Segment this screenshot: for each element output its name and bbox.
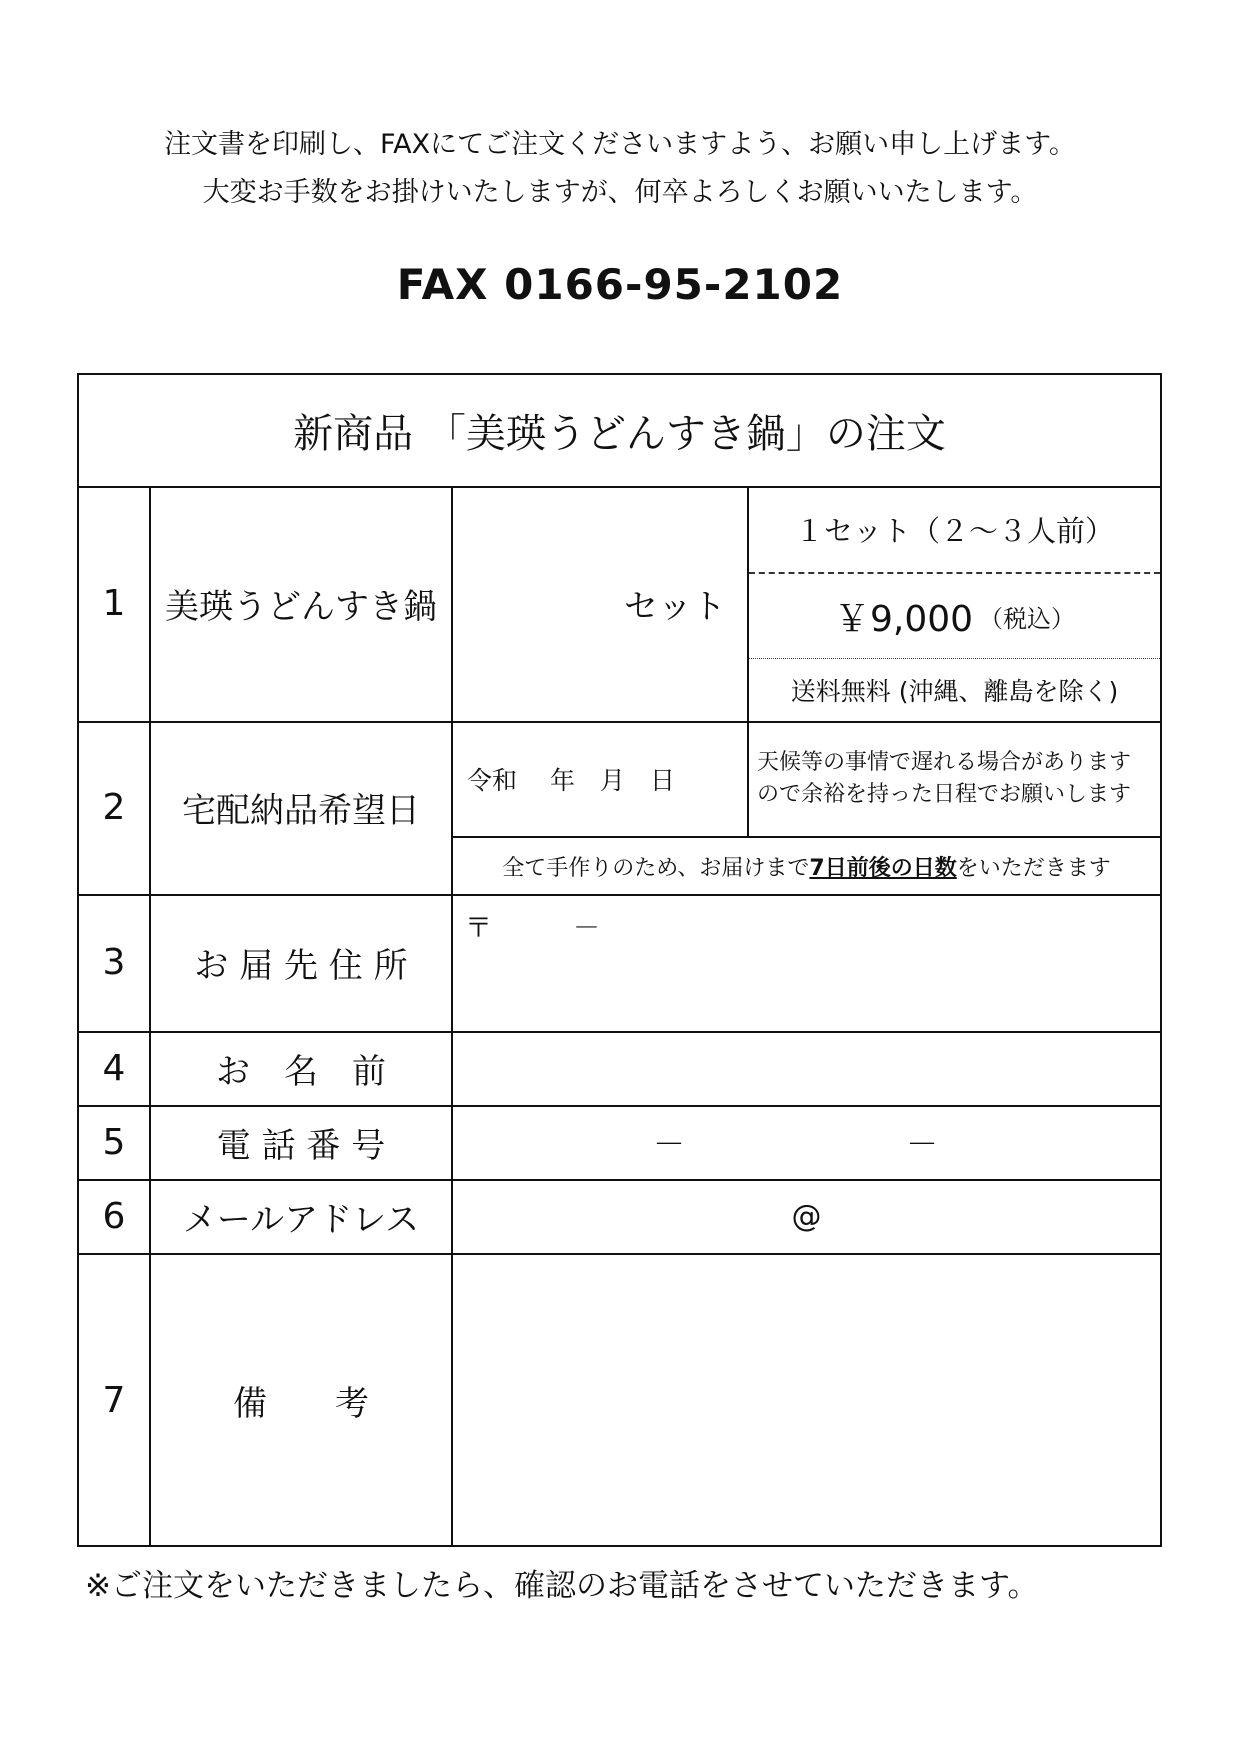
row-3-label: お 届 先 住 所 (194, 946, 408, 986)
address-field[interactable]: 〒 － (465, 913, 600, 944)
phone-dash-1: － (653, 1125, 686, 1163)
footnote: ※ご注文をいただきましたら、確認のお電話をさせていただきます。 (85, 1568, 1039, 1604)
delivery-date-field[interactable]: 令和 年 月 日 (467, 765, 675, 795)
set-info: １セット（２～３人前） (794, 513, 1114, 548)
row-7-label: 備 考 (233, 1383, 369, 1424)
price-cell (749, 574, 1160, 658)
intro-line-2: 大変お手数をお掛けいたしますが、何卒よろしくお願いいたします。 (202, 177, 1038, 208)
lead-time-note (453, 838, 1160, 894)
weather-note: 天候等の事情で遅れる場合がありますので余裕を持った日程でお願いします (757, 749, 1132, 807)
lead-time-post: をいただきます (956, 855, 1111, 881)
phone-dash-2: － (906, 1125, 939, 1163)
row-4-label: お 名 前 (216, 1051, 386, 1092)
set-unit-label: セット (624, 587, 726, 627)
lead-time-pre: 全て手作りのため、お届けまで (502, 855, 810, 881)
row-1-label: 美瑛うどんすき鍋 (165, 587, 437, 627)
remarks-field[interactable] (453, 1253, 1160, 1547)
fax-number: FAX 0166-95-2102 (396, 260, 844, 309)
order-form (77, 373, 1162, 1547)
shipping-note: 送料無料 (沖縄、離島を除く) (790, 677, 1119, 706)
row-5-label: 電 話 番 号 (216, 1125, 386, 1166)
lead-time-days: 7日前後の日数 (809, 855, 957, 881)
row-6-number: 6 (102, 1195, 126, 1237)
row-4-number: 4 (102, 1047, 126, 1089)
row-2-number: 2 (102, 787, 126, 828)
name-field[interactable] (453, 1031, 1160, 1105)
form-title: 新商品 「美瑛うどんすき鍋」の注文 (293, 411, 946, 457)
row-1-number: 1 (102, 583, 126, 624)
intro-line-1: 注文書を印刷し、FAXにてご注文くださいますよう、お願い申し上げます。 (164, 129, 1076, 160)
tax-label: （税込） (979, 604, 1076, 633)
row-7-number: 7 (102, 1379, 126, 1421)
row-5-number: 5 (102, 1121, 126, 1163)
row-3-number: 3 (102, 942, 126, 983)
row-2-label: 宅配納品希望日 (182, 791, 420, 831)
email-at: @ (791, 1198, 822, 1234)
phone-field[interactable] (453, 1105, 1160, 1179)
price: ￥9,000 (833, 598, 974, 640)
email-field[interactable] (453, 1179, 1160, 1253)
quantity-set-field[interactable] (453, 486, 747, 721)
row-6-label: メールアドレス (182, 1199, 420, 1240)
